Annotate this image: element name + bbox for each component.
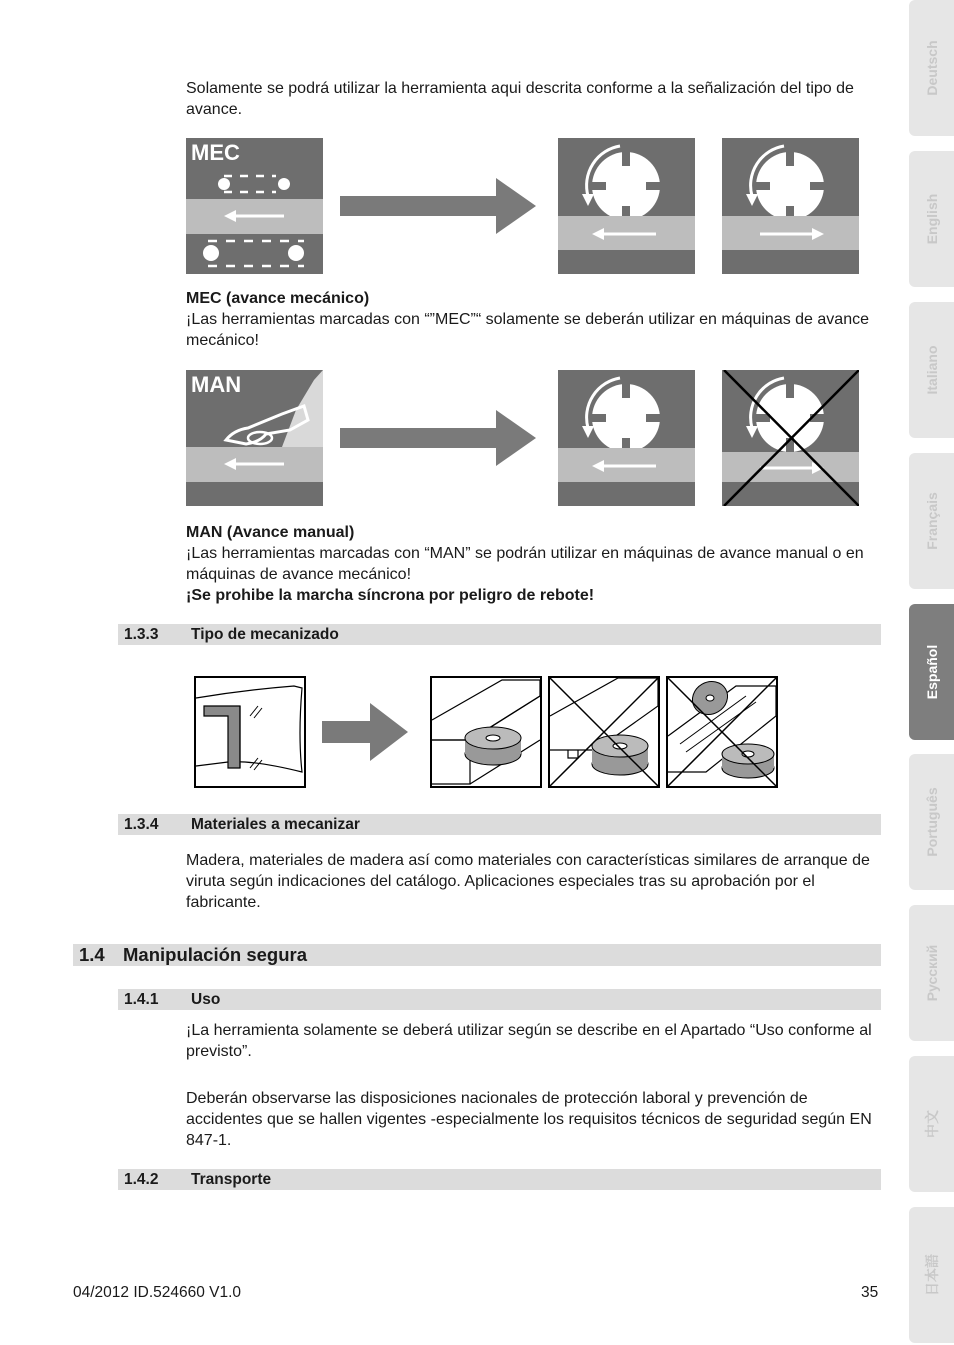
section-title: Uso	[191, 991, 221, 1008]
section-1-4	[73, 944, 881, 966]
lang-tab-english[interactable]	[909, 151, 954, 287]
section-title: Tipo de mecanizado	[191, 626, 339, 643]
man-symbol	[186, 370, 323, 511]
man-synchronous-rotation-forbidden	[722, 370, 859, 511]
lang-tab-label: Français	[923, 492, 940, 550]
mec-synchronous-rotation-allowed	[722, 138, 859, 279]
section-1-3-4	[118, 814, 881, 835]
section-1-3-3	[118, 624, 881, 645]
lang-tab-deutsch[interactable]	[909, 0, 954, 136]
section-1-4-2	[118, 1169, 881, 1190]
man-counter-rotation-allowed	[558, 370, 695, 511]
lang-tab-chinese[interactable]	[909, 1056, 954, 1192]
mec-heading: MEC (avance mecánico)	[186, 290, 370, 307]
footer-doc-id: 04/2012 ID.524660 V1.0	[73, 1284, 242, 1301]
mec-text: ¡Las herramientas marcadas con “”MEC”“ solamente se deberán utilizar en máquinas de avance mecánico!	[186, 311, 869, 349]
man-heading: MAN (Avance manual)	[186, 524, 355, 541]
mec-label: MEC	[191, 140, 240, 165]
edge-machining-allowed	[430, 676, 542, 793]
lang-tab-label: Русский	[923, 944, 940, 1002]
lang-tab-label: Italiano	[923, 345, 940, 395]
uso-text-2: Deberán observarse las disposiciones nacionales de protección laboral y prevención de accidentes que se hallen vigentes -especialmente los requisitos técnicos de seguridad según EN 847-1.	[186, 1090, 872, 1149]
lang-tab-italiano[interactable]	[909, 302, 954, 438]
page-number: 35	[861, 1284, 879, 1301]
lang-tab-russian[interactable]	[909, 905, 954, 1041]
man-label: MAN	[191, 372, 242, 397]
mec-counter-rotation-allowed	[558, 138, 695, 279]
intro-text: Solamente se podrá utilizar la herramienta aqui descrita conforme a la señalización del tipo de avance.	[186, 80, 854, 118]
section-number: 1.3.3	[124, 626, 159, 643]
materials-text: Madera, materiales de madera así como materiales con características similares de arranque de viruta según indicaciones del catálogo. Aplicaciones especiales tras su aprobación por el fabricante.	[186, 852, 870, 911]
man-text: ¡Las herramientas marcadas con “MAN” se podrán utilizar en máquinas de avance manual o en máquinas de avance mecánico!	[186, 545, 864, 583]
lang-tab-francais[interactable]	[909, 453, 954, 589]
lang-tab-label: Português	[923, 787, 940, 857]
man-arrow	[340, 410, 536, 471]
lang-tab-label: English	[923, 193, 940, 245]
lang-tab-portugues[interactable]	[909, 754, 954, 890]
machining-arrow	[322, 703, 408, 766]
lang-tab-label: 中文	[923, 1110, 940, 1138]
mec-arrow	[340, 178, 536, 239]
section-title: Materiales a mecanizar	[191, 816, 360, 833]
uso-text-1: ¡La herramienta solamente se deberá utilizar según se describe en el Apartado “Uso conforme al previsto”.	[186, 1022, 872, 1060]
mec-symbol	[186, 138, 323, 279]
lang-tab-espanol[interactable]	[909, 604, 954, 740]
lang-tab-label: Deutsch	[923, 40, 940, 96]
section-title: Manipulación segura	[123, 944, 308, 965]
slot-machining-forbidden	[666, 676, 778, 793]
section-title: Transporte	[191, 1171, 272, 1188]
section-1-4-1	[118, 989, 881, 1010]
groove-machining-forbidden	[548, 676, 660, 793]
section-number: 1.3.4	[124, 816, 159, 833]
lang-tab-label: 日本語	[923, 1254, 940, 1296]
section-number: 1.4.1	[124, 991, 159, 1008]
section-number: 1.4.2	[124, 1171, 159, 1188]
lang-tab-label: Español	[923, 644, 940, 700]
profile-edge-pictogram	[194, 676, 306, 793]
man-warning: ¡Se prohibe la marcha síncrona por peligro de rebote!	[186, 587, 595, 604]
lang-tab-japanese[interactable]	[909, 1207, 954, 1343]
section-number: 1.4	[79, 944, 105, 965]
